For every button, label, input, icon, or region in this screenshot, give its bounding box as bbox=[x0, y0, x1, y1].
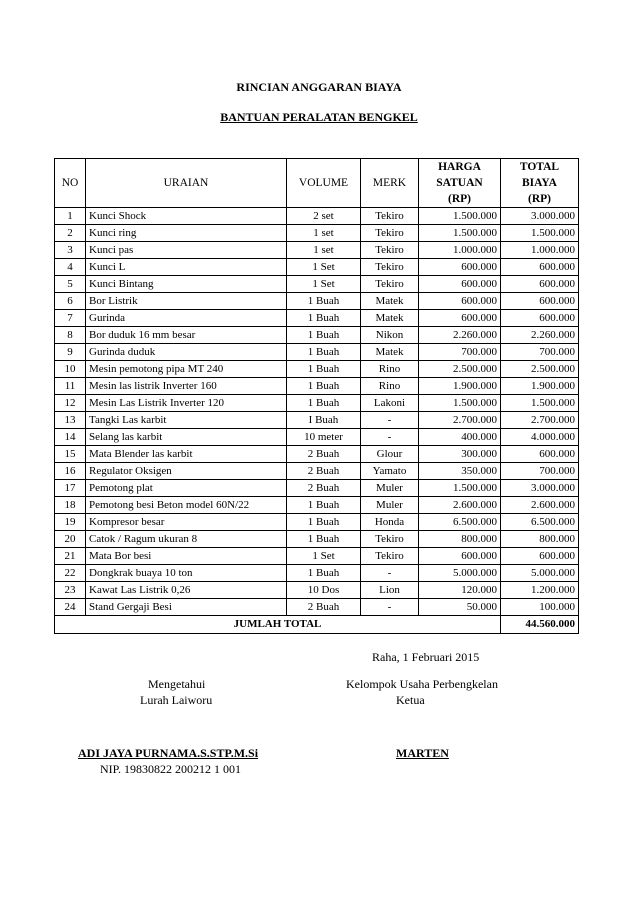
cell-volume: I Buah bbox=[287, 412, 361, 429]
cell-harga: 2.500.000 bbox=[419, 361, 501, 378]
cell-total: 2.260.000 bbox=[501, 327, 579, 344]
cell-uraian: Selang las karbit bbox=[86, 429, 287, 446]
header-harga-line3: (RP) bbox=[448, 193, 471, 205]
left-signatory-name: ADI JAYA PURNAMA.S.STP.M.Si bbox=[78, 746, 259, 760]
cell-uraian: Kompresor besar bbox=[86, 514, 287, 531]
cell-no: 21 bbox=[55, 548, 86, 565]
cell-volume: 10 Dos bbox=[287, 582, 361, 599]
cell-no: 4 bbox=[55, 259, 86, 276]
cell-total: 800.000 bbox=[501, 531, 579, 548]
cell-volume: 1 Buah bbox=[287, 531, 361, 548]
cell-harga: 2.700.000 bbox=[419, 412, 501, 429]
table-row bbox=[55, 208, 579, 225]
left-signatory-title: Mengetahui bbox=[148, 677, 206, 691]
cell-volume: 1 set bbox=[287, 242, 361, 259]
cell-volume: 10 meter bbox=[287, 429, 361, 446]
place-date: Raha, 1 Februari 2015 bbox=[372, 650, 480, 664]
cell-harga: 6.500.000 bbox=[419, 514, 501, 531]
cell-no: 23 bbox=[55, 582, 86, 599]
cell-uraian: Mesin las listrik Inverter 160 bbox=[86, 378, 287, 395]
cell-volume: 1 Buah bbox=[287, 293, 361, 310]
table-row bbox=[55, 480, 579, 497]
cell-total: 700.000 bbox=[501, 463, 579, 480]
budget-table bbox=[54, 158, 579, 634]
cell-volume: 1 Buah bbox=[287, 395, 361, 412]
cell-harga: 120.000 bbox=[419, 582, 501, 599]
cell-total: 4.000.000 bbox=[501, 429, 579, 446]
cell-harga: 300.000 bbox=[419, 446, 501, 463]
header-merk: MERK bbox=[361, 159, 419, 208]
cell-merk: Tekiro bbox=[361, 225, 419, 242]
cell-uraian: Bor Listrik bbox=[86, 293, 287, 310]
cell-no: 1 bbox=[55, 208, 86, 225]
cell-no: 24 bbox=[55, 599, 86, 616]
header-harga bbox=[419, 159, 501, 208]
header-total-line2: BIAYA bbox=[522, 177, 557, 189]
cell-merk: Tekiro bbox=[361, 548, 419, 565]
cell-total: 2.500.000 bbox=[501, 361, 579, 378]
cell-uraian: Pemotong plat bbox=[86, 480, 287, 497]
cell-uraian: Mata Blender las karbit bbox=[86, 446, 287, 463]
header-total-line1: TOTAL bbox=[519, 161, 560, 173]
cell-merk: - bbox=[361, 599, 419, 616]
table-row bbox=[55, 565, 579, 582]
cell-uraian: Regulator Oksigen bbox=[86, 463, 287, 480]
table-header-row bbox=[55, 159, 579, 208]
cell-merk: Tekiro bbox=[361, 531, 419, 548]
cell-total: 600.000 bbox=[501, 276, 579, 293]
header-uraian: URAIAN bbox=[86, 159, 287, 208]
cell-volume: 2 Buah bbox=[287, 446, 361, 463]
cell-no: 18 bbox=[55, 497, 86, 514]
cell-merk: Lakoni bbox=[361, 395, 419, 412]
table-row bbox=[55, 293, 579, 310]
cell-merk: Tekiro bbox=[361, 259, 419, 276]
cell-no: 2 bbox=[55, 225, 86, 242]
cell-uraian: Kunci L bbox=[86, 259, 287, 276]
cell-merk: Tekiro bbox=[361, 242, 419, 259]
cell-no: 20 bbox=[55, 531, 86, 548]
left-signatory-role: Lurah Laiworu bbox=[140, 693, 213, 707]
cell-total: 600.000 bbox=[501, 259, 579, 276]
table-row bbox=[55, 412, 579, 429]
cell-uraian: Kawat Las Listrik 0,26 bbox=[86, 582, 287, 599]
table-row bbox=[55, 310, 579, 327]
cell-total: 600.000 bbox=[501, 293, 579, 310]
cell-uraian: Gurinda bbox=[86, 310, 287, 327]
table-row bbox=[55, 463, 579, 480]
header-harga-line1: HARGA bbox=[438, 161, 481, 173]
cell-total: 1.500.000 bbox=[501, 395, 579, 412]
cell-total: 600.000 bbox=[501, 310, 579, 327]
right-signatory-org: Kelompok Usaha Perbengkelan bbox=[346, 677, 498, 691]
header-no: NO bbox=[55, 159, 86, 208]
cell-total: 600.000 bbox=[501, 548, 579, 565]
cell-volume: 2 Buah bbox=[287, 480, 361, 497]
cell-uraian: Kunci Bintang bbox=[86, 276, 287, 293]
table-row bbox=[55, 378, 579, 395]
table-row bbox=[55, 582, 579, 599]
cell-harga: 600.000 bbox=[419, 310, 501, 327]
cell-merk: Matek bbox=[361, 293, 419, 310]
cell-uraian: Pemotong besi Beton model 60N/22 bbox=[86, 497, 287, 514]
cell-no: 14 bbox=[55, 429, 86, 446]
cell-harga: 350.000 bbox=[419, 463, 501, 480]
cell-no: 3 bbox=[55, 242, 86, 259]
cell-merk: - bbox=[361, 565, 419, 582]
cell-harga: 600.000 bbox=[419, 259, 501, 276]
cell-volume: 2 set bbox=[287, 208, 361, 225]
cell-no: 22 bbox=[55, 565, 86, 582]
cell-volume: 1 Set bbox=[287, 276, 361, 293]
table-row bbox=[55, 497, 579, 514]
cell-harga: 1.900.000 bbox=[419, 378, 501, 395]
header-total-line3: (RP) bbox=[528, 193, 551, 205]
cell-total: 6.500.000 bbox=[501, 514, 579, 531]
right-signatory-name: MARTEN bbox=[396, 746, 449, 760]
table-row bbox=[55, 395, 579, 412]
cell-no: 6 bbox=[55, 293, 86, 310]
cell-uraian: Mesin pemotong pipa MT 240 bbox=[86, 361, 287, 378]
cell-merk: - bbox=[361, 412, 419, 429]
table-row bbox=[55, 276, 579, 293]
cell-volume: 2 Buah bbox=[287, 599, 361, 616]
cell-harga: 2.260.000 bbox=[419, 327, 501, 344]
table-row bbox=[55, 225, 579, 242]
cell-harga: 2.600.000 bbox=[419, 497, 501, 514]
table-row bbox=[55, 531, 579, 548]
cell-harga: 1.000.000 bbox=[419, 242, 501, 259]
cell-no: 17 bbox=[55, 480, 86, 497]
table-row bbox=[55, 514, 579, 531]
cell-volume: 1 Buah bbox=[287, 378, 361, 395]
cell-no: 10 bbox=[55, 361, 86, 378]
cell-harga: 800.000 bbox=[419, 531, 501, 548]
cell-harga: 400.000 bbox=[419, 429, 501, 446]
cell-uraian: Bor duduk 16 mm besar bbox=[86, 327, 287, 344]
cell-merk: Rino bbox=[361, 378, 419, 395]
cell-volume: 1 set bbox=[287, 225, 361, 242]
document-title: RINCIAN ANGGARAN BIAYA bbox=[236, 80, 402, 94]
cell-no: 15 bbox=[55, 446, 86, 463]
cell-merk: Yamato bbox=[361, 463, 419, 480]
cell-total: 2.600.000 bbox=[501, 497, 579, 514]
table-row bbox=[55, 429, 579, 446]
cell-harga: 700.000 bbox=[419, 344, 501, 361]
cell-no: 11 bbox=[55, 378, 86, 395]
cell-no: 19 bbox=[55, 514, 86, 531]
cell-no: 9 bbox=[55, 344, 86, 361]
cell-merk: Lion bbox=[361, 582, 419, 599]
cell-uraian: Tangki Las karbit bbox=[86, 412, 287, 429]
cell-total: 3.000.000 bbox=[501, 480, 579, 497]
cell-volume: 1 Set bbox=[287, 259, 361, 276]
cell-total: 1.200.000 bbox=[501, 582, 579, 599]
cell-uraian: Mata Bor besi bbox=[86, 548, 287, 565]
header-total bbox=[501, 159, 579, 208]
table-row bbox=[55, 599, 579, 616]
cell-merk: Muler bbox=[361, 497, 419, 514]
cell-uraian: Kunci pas bbox=[86, 242, 287, 259]
cell-merk: Glour bbox=[361, 446, 419, 463]
cell-harga: 1.500.000 bbox=[419, 208, 501, 225]
cell-merk: Tekiro bbox=[361, 208, 419, 225]
document-subtitle: BANTUAN PERALATAN BENGKEL bbox=[220, 110, 418, 124]
cell-merk: Nikon bbox=[361, 327, 419, 344]
cell-merk: Matek bbox=[361, 344, 419, 361]
cell-harga: 1.500.000 bbox=[419, 480, 501, 497]
table-row bbox=[55, 242, 579, 259]
cell-harga: 5.000.000 bbox=[419, 565, 501, 582]
cell-no: 7 bbox=[55, 310, 86, 327]
cell-volume: 2 Buah bbox=[287, 463, 361, 480]
cell-uraian: Mesin Las Listrik Inverter 120 bbox=[86, 395, 287, 412]
cell-merk: Matek bbox=[361, 310, 419, 327]
cell-total: 2.700.000 bbox=[501, 412, 579, 429]
header-harga-line2: SATUAN bbox=[436, 177, 483, 189]
cell-merk: Honda bbox=[361, 514, 419, 531]
cell-merk: Rino bbox=[361, 361, 419, 378]
cell-volume: 1 Set bbox=[287, 548, 361, 565]
right-signatory-role: Ketua bbox=[396, 693, 425, 707]
cell-total: 1.500.000 bbox=[501, 225, 579, 242]
cell-volume: 1 Buah bbox=[287, 497, 361, 514]
table-row bbox=[55, 446, 579, 463]
cell-volume: 1 Buah bbox=[287, 327, 361, 344]
cell-no: 8 bbox=[55, 327, 86, 344]
cell-uraian: Dongkrak buaya 10 ton bbox=[86, 565, 287, 582]
cell-total: 3.000.000 bbox=[501, 208, 579, 225]
cell-uraian: Gurinda duduk bbox=[86, 344, 287, 361]
cell-total: 100.000 bbox=[501, 599, 579, 616]
total-row bbox=[55, 616, 579, 634]
cell-uraian: Stand Gergaji Besi bbox=[86, 599, 287, 616]
cell-no: 16 bbox=[55, 463, 86, 480]
cell-volume: 1 Buah bbox=[287, 514, 361, 531]
cell-total: 1.900.000 bbox=[501, 378, 579, 395]
cell-harga: 50.000 bbox=[419, 599, 501, 616]
cell-harga: 600.000 bbox=[419, 276, 501, 293]
cell-uraian: Catok / Ragum ukuran 8 bbox=[86, 531, 287, 548]
cell-uraian: Kunci Shock bbox=[86, 208, 287, 225]
cell-uraian: Kunci ring bbox=[86, 225, 287, 242]
cell-merk: Tekiro bbox=[361, 276, 419, 293]
table-row bbox=[55, 548, 579, 565]
cell-total: 5.000.000 bbox=[501, 565, 579, 582]
table-row bbox=[55, 344, 579, 361]
total-label: JUMLAH TOTAL bbox=[55, 616, 501, 634]
cell-total: 600.000 bbox=[501, 446, 579, 463]
cell-no: 12 bbox=[55, 395, 86, 412]
cell-volume: 1 Buah bbox=[287, 344, 361, 361]
cell-volume: 1 Buah bbox=[287, 310, 361, 327]
total-value: 44.560.000 bbox=[501, 616, 579, 634]
table-row bbox=[55, 327, 579, 344]
cell-merk: - bbox=[361, 429, 419, 446]
cell-total: 1.000.000 bbox=[501, 242, 579, 259]
left-signatory-nip: NIP. 19830822 200212 1 001 bbox=[100, 762, 242, 776]
cell-no: 5 bbox=[55, 276, 86, 293]
table-row bbox=[55, 361, 579, 378]
cell-harga: 600.000 bbox=[419, 548, 501, 565]
cell-harga: 1.500.000 bbox=[419, 225, 501, 242]
cell-harga: 600.000 bbox=[419, 293, 501, 310]
cell-harga: 1.500.000 bbox=[419, 395, 501, 412]
header-volume: VOLUME bbox=[287, 159, 361, 208]
cell-total: 700.000 bbox=[501, 344, 579, 361]
cell-volume: 1 Buah bbox=[287, 565, 361, 582]
cell-volume: 1 Buah bbox=[287, 361, 361, 378]
cell-no: 13 bbox=[55, 412, 86, 429]
cell-merk: Muler bbox=[361, 480, 419, 497]
table-row bbox=[55, 259, 579, 276]
